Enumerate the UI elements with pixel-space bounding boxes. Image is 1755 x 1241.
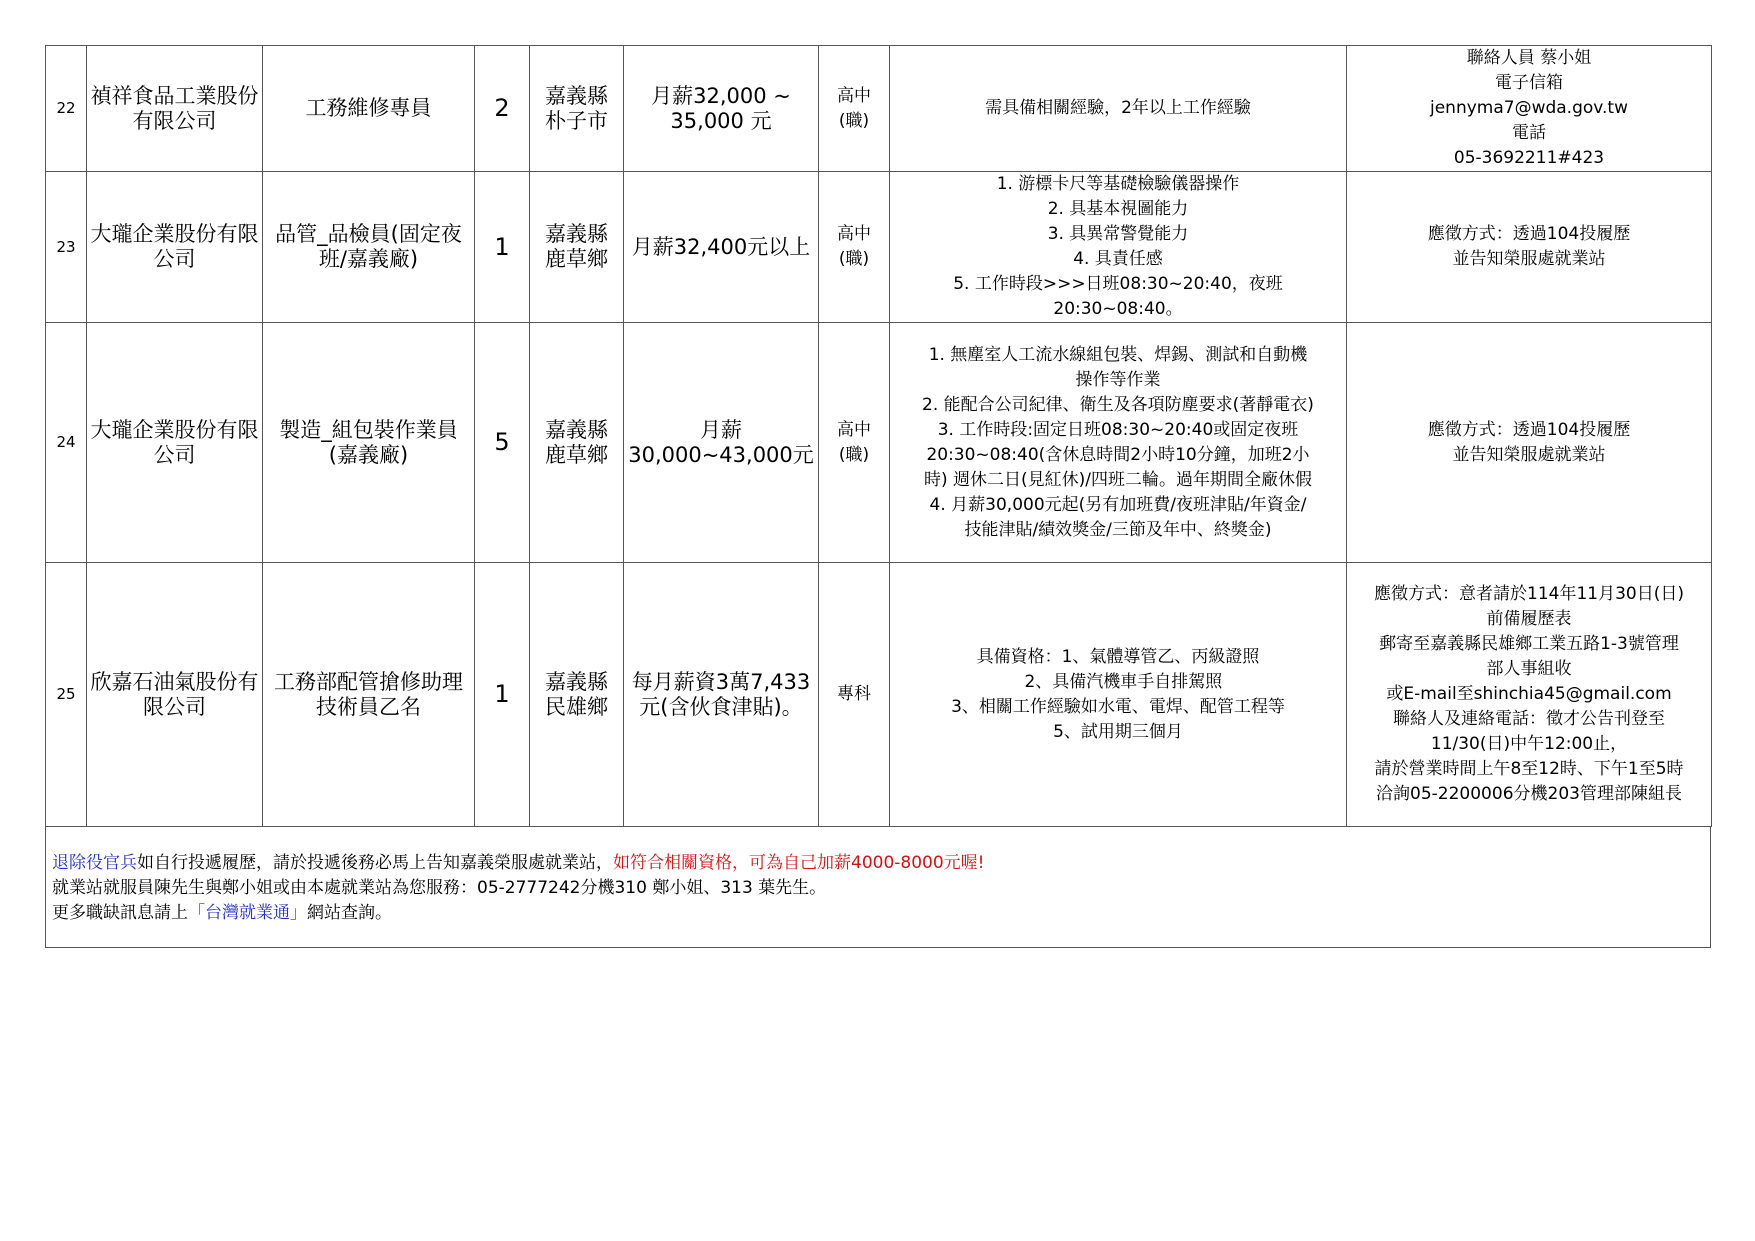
salary-line: 月薪32,000 ~ xyxy=(651,83,791,108)
position-title: 製造_組包裝作業員(嘉義廠) xyxy=(263,323,475,563)
location-line: 嘉義縣 xyxy=(545,222,608,246)
contact-line: 聯絡人及連絡電話：徵才公告刊登至 xyxy=(1393,709,1665,729)
requirement-line: 3. 工作時段:固定日班08:30~20:40或固定夜班 xyxy=(937,419,1299,440)
contact-email[interactable]: 或E-mail至shinchia45@gmail.com xyxy=(1386,684,1672,704)
table-row xyxy=(46,46,1712,172)
education-line: 專科 xyxy=(837,684,871,704)
headcount: 1 xyxy=(475,563,530,827)
location xyxy=(530,323,624,563)
footer-text: 網站查詢。 xyxy=(307,903,392,923)
requirement-line: 20:30~08:40。 xyxy=(1053,299,1183,319)
requirement-line: 3、相關工作經驗如水電、電焊、配管工程等 xyxy=(951,696,1285,717)
footer-line-2: 就業站就服員陳先生與鄭小姐或由本處就業站為您服務：05-2777242分機310 鄭小姐、313 葉先生。 xyxy=(52,878,827,898)
requirement-line: 20:30~08:40(含休息時間2小時10分鐘，加班2小 xyxy=(926,444,1310,465)
salary-line: 月薪 xyxy=(700,417,742,442)
requirement-line: 4. 具責任感 xyxy=(1073,249,1163,269)
footer-line-1 xyxy=(52,851,1704,876)
footer-line-3 xyxy=(52,901,1704,926)
location-line: 民雄鄉 xyxy=(545,694,608,719)
requirement-line: 5. 工作時段>>>日班08:30~20:40，夜班 xyxy=(953,274,1283,294)
contact-phone: 洽詢05-2200006分機203管理部陳組長 xyxy=(1376,784,1682,804)
contact-info xyxy=(1347,172,1712,323)
salary-line: 元(含伙食津貼)。 xyxy=(639,694,803,719)
contact-email[interactable]: jennyma7@wda.gov.tw xyxy=(1429,98,1628,118)
contact-line: 應徵方式：透過104投履歷 xyxy=(1427,419,1631,440)
contact-line: 並告知榮服處就業站 xyxy=(1452,444,1606,465)
requirement-line: 5、試用期三個月 xyxy=(1053,721,1183,742)
education xyxy=(819,172,890,323)
salary-line: 35,000 元 xyxy=(670,108,772,133)
requirement-line: 技能津貼/績效獎金/三節及年中、終獎金) xyxy=(964,519,1272,540)
footer-notes xyxy=(45,827,1711,948)
requirement-line: 1. 無塵室人工流水線組包裝、焊錫、測試和自動機 xyxy=(928,344,1308,365)
requirement-line: 4. 月薪30,000元起(另有加班費/夜班津貼/年資金/ xyxy=(929,494,1307,515)
row-number: 25 xyxy=(46,563,87,827)
contact-info xyxy=(1347,323,1712,563)
salary-line: 每月薪資3萬7,433 xyxy=(631,669,811,694)
footer-text: 如自行投遞履歷，請於投遞後務必馬上告知嘉義榮服處就業站， xyxy=(137,853,613,873)
contact-info xyxy=(1347,46,1712,172)
education-line: 高中 xyxy=(837,85,871,106)
company-name: 大瓏企業股份有限公司 xyxy=(87,323,263,563)
contact-phone: 05-3692211#423 xyxy=(1453,148,1605,168)
education-line: (職) xyxy=(838,249,870,269)
table-row xyxy=(46,323,1712,563)
salary xyxy=(624,323,819,563)
row-number: 22 xyxy=(46,46,87,172)
company-name: 欣嘉石油氣股份有限公司 xyxy=(87,563,263,827)
headcount: 5 xyxy=(475,323,530,563)
location-line: 嘉義縣 xyxy=(545,669,608,694)
contact-line: 應徵方式：意者請於114年11月30日(日) xyxy=(1374,584,1684,604)
location-line: 鹿草鄉 xyxy=(545,247,608,271)
location-line: 嘉義縣 xyxy=(545,83,608,108)
education-line: 高中 xyxy=(837,224,871,244)
requirement-line: 3. 具異常警覺能力 xyxy=(1047,224,1189,244)
requirements xyxy=(890,172,1347,323)
salary xyxy=(624,172,819,323)
contact-line: 電子信箱 xyxy=(1495,73,1563,93)
contact-line: 11/30(日)中午12:00止， xyxy=(1430,734,1628,754)
headcount: 1 xyxy=(475,172,530,323)
contact-line: 部人事組收 xyxy=(1486,659,1572,679)
salary-line: 30,000~43,000元 xyxy=(628,442,814,467)
education xyxy=(819,46,890,172)
education xyxy=(819,563,890,827)
location xyxy=(530,172,624,323)
raise-highlight: 如符合相關資格，可為自己加薪4000-8000元喔! xyxy=(613,853,985,873)
contact-line: 聯絡人員 蔡小姐 xyxy=(1466,48,1592,68)
company-name: 大瓏企業股份有限公司 xyxy=(87,172,263,323)
requirement-line: 2、具備汽機車手自排駕照 xyxy=(1013,671,1223,692)
salary xyxy=(624,563,819,827)
requirement-line: 需具備相關經驗，2年以上工作經驗 xyxy=(985,98,1251,118)
position-title: 品管_品檢員(固定夜班/嘉義廠) xyxy=(263,172,475,323)
requirements xyxy=(890,46,1347,172)
location xyxy=(530,563,624,827)
education xyxy=(819,323,890,563)
contact-line: 郵寄至嘉義縣民雄鄉工業五路1-3號管理 xyxy=(1379,634,1679,654)
location-line: 朴子市 xyxy=(545,108,608,133)
location-line: 嘉義縣 xyxy=(545,417,608,442)
salary xyxy=(624,46,819,172)
contact-line: 前備履歷表 xyxy=(1486,609,1572,629)
position-title: 工務維修專員 xyxy=(263,46,475,172)
footer-text: 更多職缺訊息請上 xyxy=(52,903,188,923)
education-line: (職) xyxy=(838,110,870,131)
company-name: 禎祥食品工業股份有限公司 xyxy=(87,46,263,172)
education-line: 高中 xyxy=(837,419,871,440)
requirement-line: 操作等作業 xyxy=(1075,369,1161,390)
row-number: 23 xyxy=(46,172,87,323)
table-row xyxy=(46,172,1712,323)
contact-line: 應徵方式：透過104投履歷 xyxy=(1427,224,1631,244)
contact-line: 並告知榮服處就業站 xyxy=(1452,249,1606,269)
requirements xyxy=(890,323,1347,563)
contact-line: 電話 xyxy=(1512,123,1546,143)
salary-line: 月薪32,400元以上 xyxy=(631,234,811,259)
row-number: 24 xyxy=(46,323,87,563)
table-row xyxy=(46,563,1712,827)
position-title: 工務部配管搶修助理技術員乙名 xyxy=(263,563,475,827)
location xyxy=(530,46,624,172)
requirements xyxy=(890,563,1347,827)
headcount: 2 xyxy=(475,46,530,172)
requirement-line: 2. 具基本視圖能力 xyxy=(1047,199,1189,219)
requirement-line: 1. 游標卡尺等基礎檢驗儀器操作 xyxy=(996,174,1240,194)
contact-line: 請於營業時間上午8至12時、下午1至5時 xyxy=(1374,759,1684,779)
job-table xyxy=(45,45,1712,827)
education-line: (職) xyxy=(838,444,870,465)
taiwan-jobs-link[interactable]: 「台灣就業通」 xyxy=(188,903,307,923)
requirement-line: 2. 能配合公司紀律、衛生及各項防塵要求(著靜電衣) xyxy=(922,394,1314,415)
veterans-highlight: 退除役官兵 xyxy=(52,853,137,873)
location-line: 鹿草鄉 xyxy=(545,442,608,467)
contact-info xyxy=(1347,563,1712,827)
requirement-line: 具備資格：1、氣體導管乙、丙級證照 xyxy=(976,646,1260,667)
job-listing-sheet xyxy=(45,45,1711,948)
requirement-line: 時) 週休二日(見紅休)/四班二輪。過年期間全廠休假 xyxy=(923,469,1313,490)
